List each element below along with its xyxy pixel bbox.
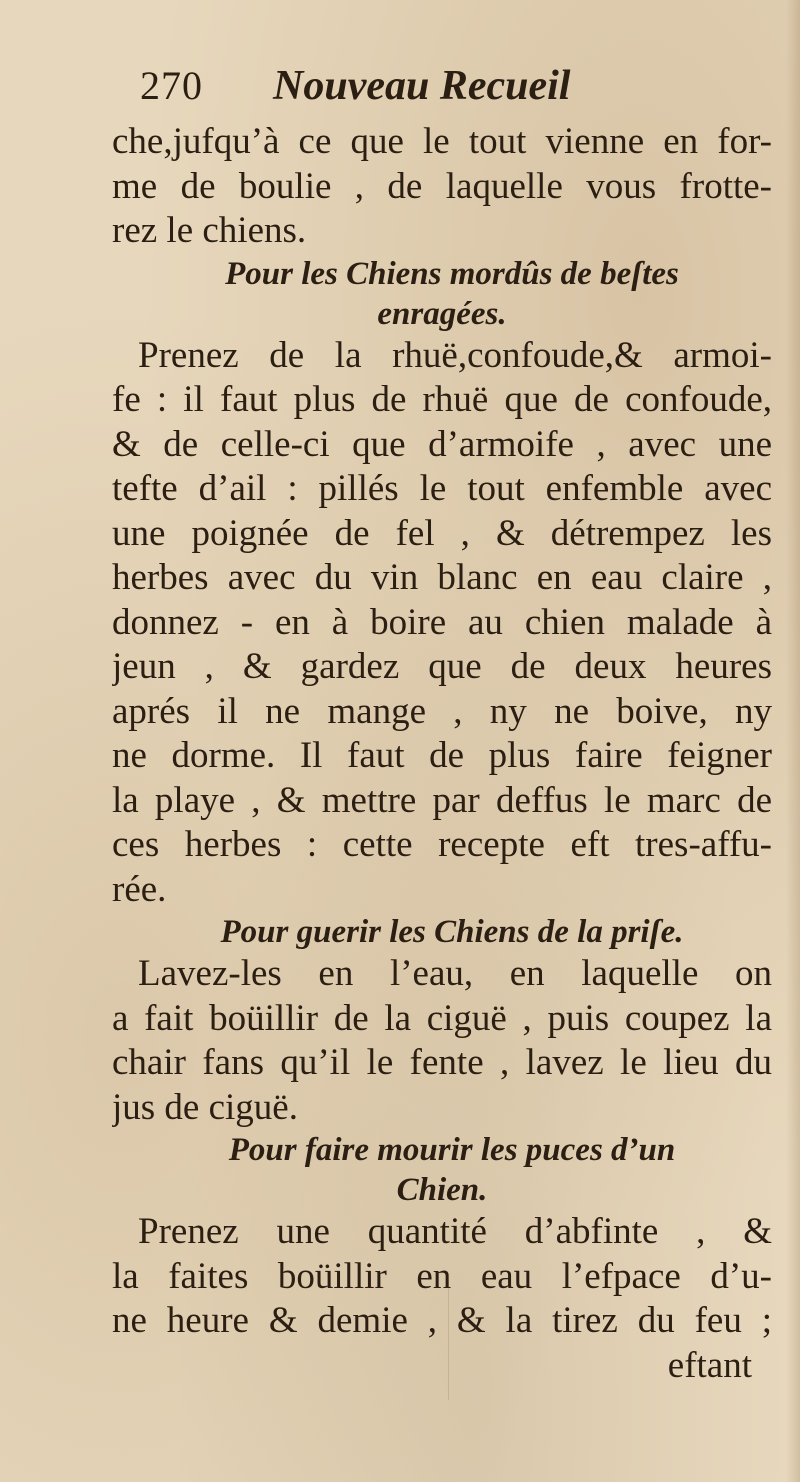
text-line: une poignée de fel , & détrempez les — [112, 512, 772, 554]
page-edge-shadow — [786, 0, 800, 1482]
running-title: Nouveau Recueil — [273, 63, 571, 109]
text-line: jus de ciguë. — [112, 1086, 298, 1128]
text-line: la playe , & mettre par deffus le marc de — [112, 779, 772, 821]
text-line: la faites boüillir en eau l’efpace d’u- — [112, 1255, 772, 1297]
text-line: chair fans qu’il le fente , lavez le lieu du — [112, 1042, 772, 1083]
text-line: me de boulie , de laquelle vous frotte- — [112, 165, 772, 207]
text-line: fe : il faut plus de rhuë que de confoude, — [112, 379, 772, 420]
text-line: Prenez une quantité d’abfinte , & — [138, 1211, 772, 1252]
text-line: jeun , & gardez que de deux heures — [112, 646, 772, 687]
page-number: 270 — [140, 63, 203, 108]
text-line: Prenez de la rhuë,confoude,& armoi- — [138, 334, 772, 376]
text-line: rez le chiens. — [112, 210, 307, 251]
paper-fold-mark — [448, 1280, 449, 1400]
text-line: che,jufqu’à ce que le tout vienne en for- — [112, 121, 772, 162]
section-heading: Pour faire mourir les puces d’un — [228, 1132, 676, 1168]
text-line: ces herbes : cette recepte eft tres-affu- — [112, 824, 772, 865]
text-line: tefte d’ail : pillés le tout enfemble avec — [112, 468, 772, 509]
body-text — [112, 120, 772, 1388]
text-line: ne heure & demie , & la tirez du feu ; — [112, 1300, 772, 1341]
section-heading: Chien. — [396, 1172, 488, 1208]
section-heading: enragées. — [377, 295, 507, 332]
text-line: & de celle-ci que d’armoife , avec une — [112, 423, 772, 465]
section-heading: Pour les Chiens mordûs de beſtes — [225, 255, 679, 292]
text-line: Lavez-les en l’eau, en laquelle on — [138, 953, 772, 994]
text-line: rée. — [112, 868, 167, 910]
text-line: donnez - en à boire au chien malade à — [112, 601, 772, 643]
text-line: aprés il ne mange , ny ne boive, ny — [112, 690, 772, 732]
section-heading: Pour guerir les Chiens de la priſe. — [220, 914, 684, 950]
page-header — [140, 62, 740, 122]
text-line: a fait boüillir de la ciguë , puis coupez la — [112, 997, 772, 1039]
text-line: ne dorme. Il faut de plus faire feigner — [112, 735, 772, 776]
text-line: herbes avec du vin blanc en eau claire , — [112, 557, 772, 598]
catchword: eftant — [667, 1344, 752, 1386]
